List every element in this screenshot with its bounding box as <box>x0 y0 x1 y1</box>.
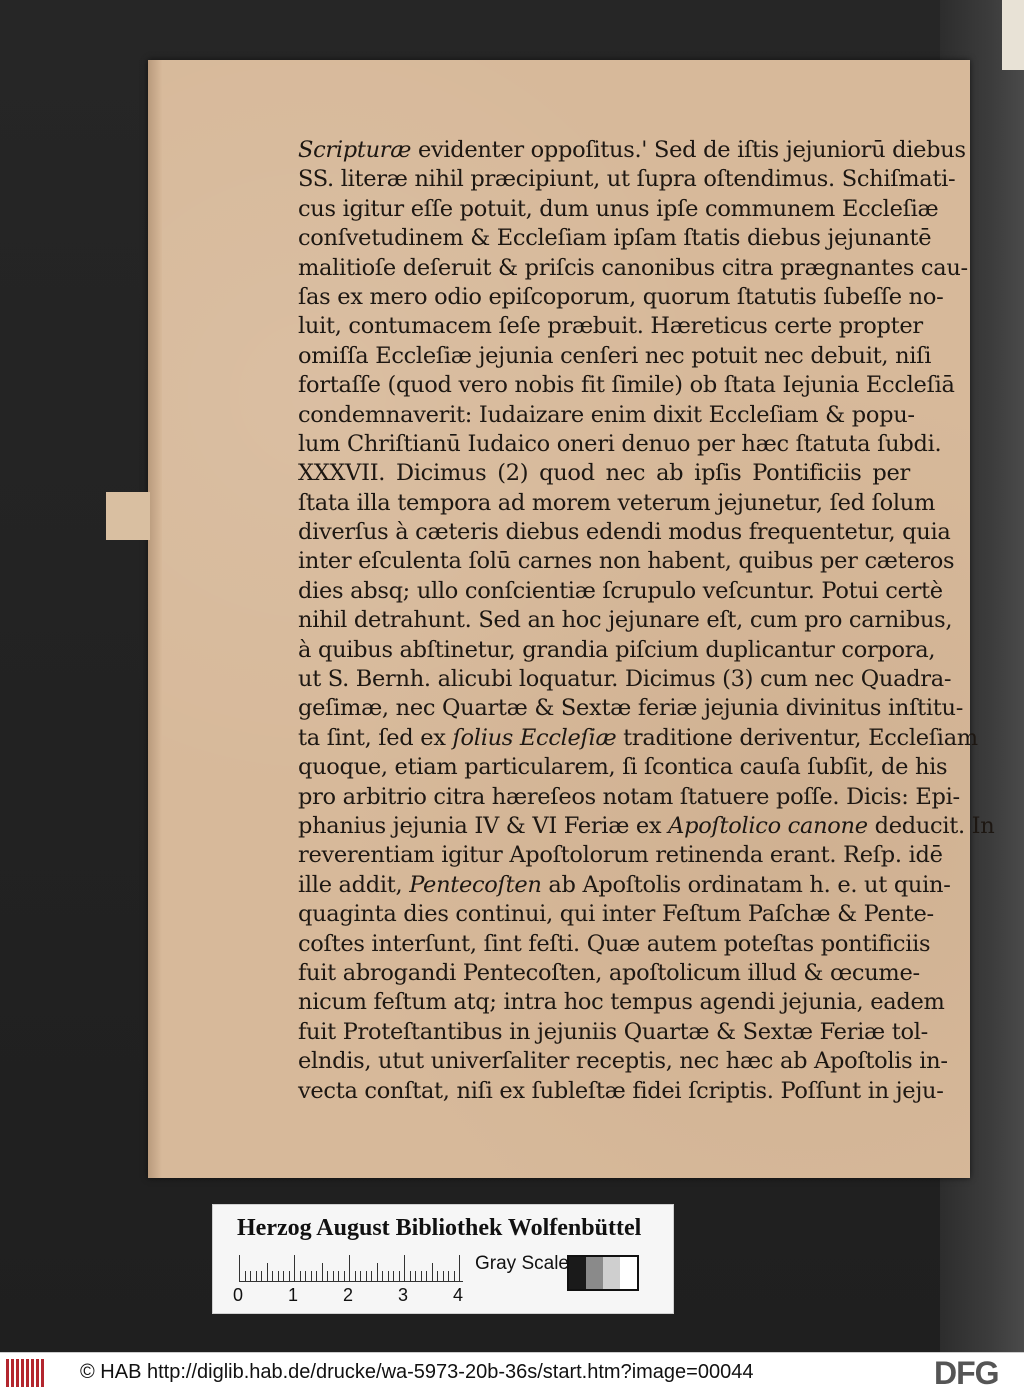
text-line <box>298 283 944 312</box>
ruler-tick <box>305 1271 306 1281</box>
ruler-tick <box>382 1271 383 1281</box>
text-line <box>298 812 995 841</box>
line-text: cus igitur eſſe potuit, dum unus ipſe communem Eccleſiæ <box>298 195 939 222</box>
line-text: nicum feſtum atq; intra hoc tempus agendi jejunia, eadem <box>298 989 945 1016</box>
ruler-tick <box>426 1271 427 1281</box>
line-text: ta ſint, ſed ex <box>298 724 453 751</box>
ruler-tick <box>327 1271 328 1281</box>
line-text: fuit Proteſtantibus in jejuniis Quartæ & Sextæ Feriæ tol- <box>298 1018 928 1045</box>
text-line <box>298 1047 948 1076</box>
line-text: quaginta dies continui, qui inter Feſtum Paſchæ & Pente- <box>298 901 934 928</box>
text-line <box>298 959 920 988</box>
text-line <box>298 577 943 606</box>
line-text: diverſus à cæteris diebus edendi modus frequentetur, quia <box>298 519 951 546</box>
text-line <box>298 195 939 224</box>
text-line <box>298 547 955 576</box>
italic-text: Apoſtolico canone <box>668 812 868 839</box>
ruler-tick <box>338 1271 339 1281</box>
line-text: XXXVII. Dicimus (2) quod nec ab ipſis Pontificiis per <box>298 460 910 487</box>
text-line <box>298 401 915 430</box>
ruler-tick <box>300 1271 301 1281</box>
line-text: ſtata illa tempora ad morem veterum jejunetur, ſed ſolum <box>298 489 936 516</box>
ruler-tick <box>399 1271 400 1281</box>
text-line <box>298 312 923 341</box>
text-line <box>298 254 968 283</box>
text-line <box>298 665 952 694</box>
ruler-number: 1 <box>288 1285 299 1305</box>
paper-strip <box>1002 0 1024 70</box>
text-line <box>298 871 951 900</box>
gray-scale-swatch <box>569 1257 586 1289</box>
text-line <box>298 988 945 1017</box>
line-text: phanius jejunia IV & VI Feriæ ex <box>298 812 669 839</box>
ruler-number: 2 <box>343 1285 354 1305</box>
text-line <box>298 636 936 665</box>
line-text: ſas ex mero odio epiſcoporum, quorum ſtatutis ſubeſſe no- <box>298 283 944 310</box>
ruler-tick <box>261 1271 262 1281</box>
line-text: inter eſculenta ſolū carnes non habent, quibus per cæteros <box>298 548 955 575</box>
line-text: nihil detrahunt. Sed an hoc jejunare eſt, cum pro carnibus, <box>298 607 953 634</box>
ruler-tick <box>278 1271 279 1281</box>
ruler-tick <box>289 1271 290 1281</box>
page-text <box>298 136 995 1106</box>
ruler-tick <box>410 1271 411 1281</box>
ruler-number: 4 <box>453 1285 464 1305</box>
dfg-logo: DFG <box>934 1355 999 1391</box>
line-text: geſimæ, nec Quartæ & Sextæ feriæ jejunia divinitus inſtitu- <box>298 695 964 722</box>
line-text: vecta conſtat, niſi ex ſubleſtæ fidei ſcriptis. Poſſunt in jeju- <box>298 1077 944 1104</box>
footer-url-text[interactable]: © HAB http://diglib.hab.de/drucke/wa-5973-20b-36s/start.htm?image=00044 <box>80 1361 754 1383</box>
ruler-tick <box>245 1271 246 1281</box>
text-line <box>298 430 942 459</box>
ruler-tick <box>393 1271 394 1281</box>
line-text: elndis, utut univerſaliter receptis, nec hæc ab Apoſtolis in- <box>298 1048 948 1075</box>
italic-text: Pentecoſten <box>409 871 542 898</box>
library-name: Herzog August Bibliothek Wolfenbüttel <box>237 1215 642 1241</box>
ruler-tick <box>349 1255 350 1281</box>
text-line <box>298 224 932 253</box>
ruler-number: 3 <box>398 1285 409 1305</box>
text-line <box>298 518 951 547</box>
line-text: ut S. Bernh. alicubi loquatur. Dicimus (3) cum nec Quadra- <box>298 666 952 693</box>
italic-text: Scripturæ <box>298 137 412 163</box>
gray-scale-label: Gray Scale <box>475 1253 569 1274</box>
ruler-tick <box>294 1255 295 1281</box>
text-line <box>298 753 948 782</box>
measurement-ruler <box>239 1253 463 1282</box>
ruler-tick <box>283 1271 284 1281</box>
text-line <box>298 724 978 753</box>
line-text: coſtes interſunt, ſint feſti. Quæ autem poteſtas pontificiis <box>298 930 931 957</box>
footer-bar <box>0 1352 1024 1392</box>
line-text: ab Apoſtolis ordinatam h. e. ut quin- <box>541 871 951 898</box>
ruler-number: 0 <box>233 1285 244 1305</box>
ruler-tick <box>272 1271 273 1281</box>
ruler-tick <box>415 1271 416 1281</box>
line-text: conſvetudinem & Eccleſiam ipſam ſtatis diebus jejunantē <box>298 225 932 252</box>
ruler-tick <box>250 1271 251 1281</box>
ruler-tick <box>371 1271 372 1281</box>
text-line <box>298 459 910 488</box>
ruler-tick <box>459 1255 460 1281</box>
line-text: omiſſa Eccleſiæ jejunia cenſeri nec potuit nec debuit, niſi <box>298 342 932 369</box>
gray-scale-chart <box>567 1255 639 1291</box>
ruler-tick <box>322 1263 323 1281</box>
hab-logo-icon <box>6 1359 46 1387</box>
ruler-tick <box>448 1271 449 1281</box>
ruler-tick <box>267 1263 268 1281</box>
ruler-tick <box>355 1271 356 1281</box>
line-text: evidenter oppoſitus.' Sed de iſtis jejuniorū diebus <box>411 137 966 163</box>
italic-text: ſolius Eccleſiæ <box>452 724 617 751</box>
line-text: fuit abrogandi Pentecoſten, apoſtolicum illud & œcume- <box>298 959 920 986</box>
text-line <box>298 371 955 400</box>
ruler-tick <box>388 1271 389 1281</box>
ruler-tick <box>443 1271 444 1281</box>
line-text: pro arbitrio citra hæreſeos notam ſtatuere poſſe. Dicis: Epi- <box>298 783 960 810</box>
text-line <box>298 900 934 929</box>
ruler-tick <box>377 1263 378 1281</box>
line-text: traditione deriventur, Eccleſiam <box>616 724 978 751</box>
ruler-tick <box>239 1255 240 1281</box>
ruler-tick <box>437 1271 438 1281</box>
text-line <box>298 342 932 371</box>
line-text: condemnaverit: Iudaizare enim dixit Eccleſiam & popu- <box>298 401 915 428</box>
text-line <box>298 783 960 812</box>
ruler-tick <box>366 1271 367 1281</box>
gray-scale-swatch <box>586 1257 603 1289</box>
line-text: fortaſſe (quod vero nobis fit ſimile) ob ſtata Iejunia Eccleſiā <box>298 372 955 399</box>
ruler-tick <box>421 1271 422 1281</box>
text-line <box>298 694 964 723</box>
line-text: luit, contumacem ſeſe præbuit. Hæreticus certe propter <box>298 313 923 340</box>
library-label-card <box>212 1204 674 1314</box>
text-line <box>298 841 943 870</box>
text-line <box>298 606 953 635</box>
ruler-tick <box>311 1271 312 1281</box>
ruler-tick <box>344 1271 345 1281</box>
gray-scale-swatch <box>620 1257 637 1289</box>
text-line <box>298 489 936 518</box>
line-text: deducit. In <box>867 812 995 839</box>
line-text: malitioſe deſeruit & priſcis canonibus citra prægnantes cau- <box>298 254 968 281</box>
page-left-edge <box>148 60 162 1178</box>
ruler-tick <box>454 1271 455 1281</box>
line-text: lum Chriſtianū Iudaico oneri denuo per hæc ſtatuta ſubdi. <box>298 430 942 457</box>
line-text: à quibus abſtinetur, grandia piſcium duplicantur corpora, <box>298 636 936 663</box>
ruler-tick <box>333 1271 334 1281</box>
line-text: ille addit, <box>298 871 410 898</box>
line-text: quoque, etiam particularem, ſi ſcontica cauſa ſubſit, de his <box>298 754 948 781</box>
gray-scale-swatch <box>603 1257 620 1289</box>
ruler-tick <box>256 1271 257 1281</box>
text-line <box>298 136 966 165</box>
text-line <box>298 1018 928 1047</box>
ruler-tick <box>432 1263 433 1281</box>
text-line <box>298 930 931 959</box>
ruler-tick <box>404 1255 405 1281</box>
text-line <box>298 165 956 194</box>
text-line <box>298 1077 944 1106</box>
ruler-tick <box>316 1271 317 1281</box>
paper-tab <box>106 492 150 540</box>
line-text: dies absq; ullo conſcientiæ ſcrupulo veſcuntur. Potui certè <box>298 577 943 604</box>
ruler-tick <box>360 1271 361 1281</box>
line-text: reverentiam igitur Apoſtolorum retinenda erant. Reſp. idē <box>298 842 943 869</box>
line-text: SS. literæ nihil præcipiunt, ut ſupra oſtendimus. Schiſmati- <box>298 166 956 193</box>
